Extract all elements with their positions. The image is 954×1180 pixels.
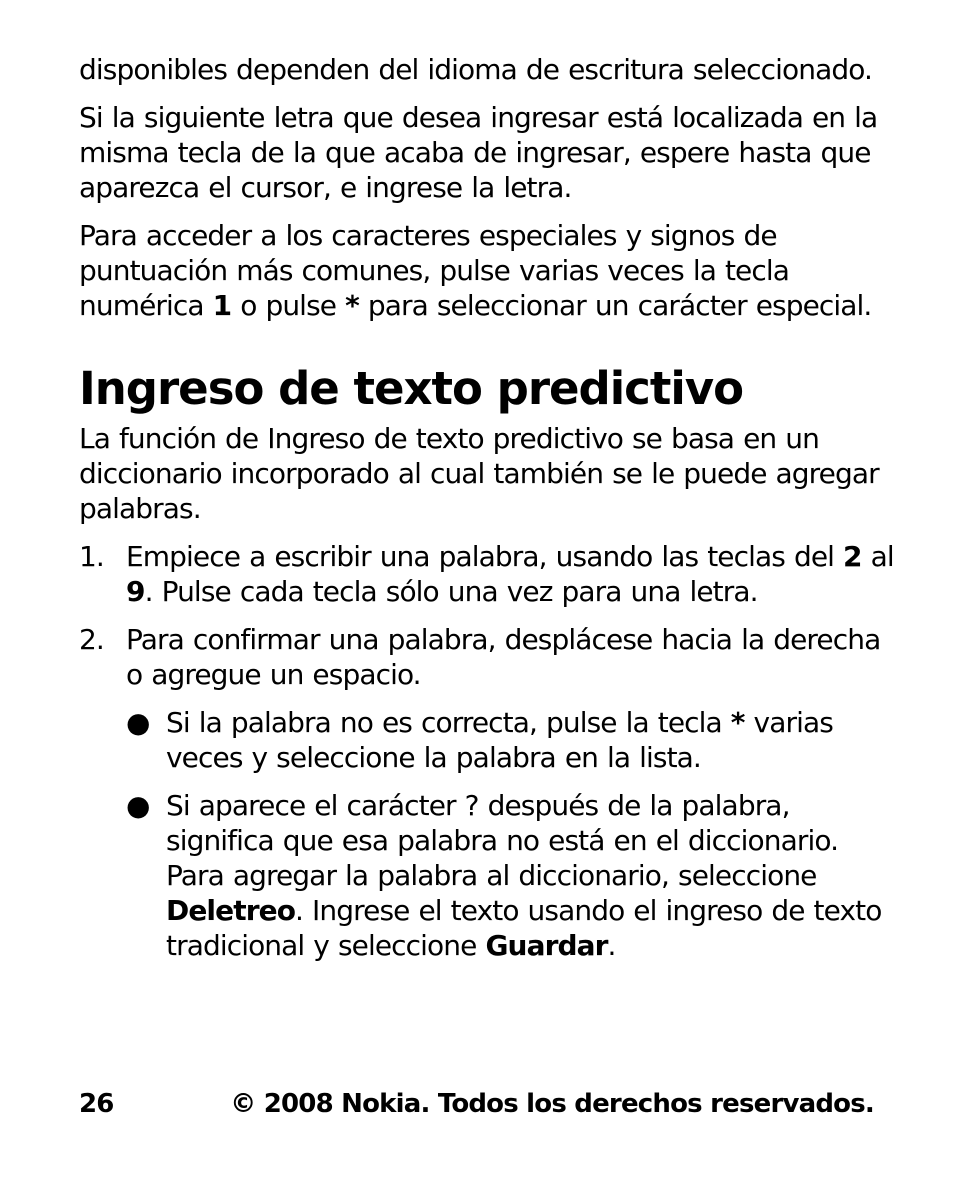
- text-run: Si aparece el carácter ? después de la palabra, significa que esa palabra no está en el diccionario. Para agregar la palabra al diccionario, seleccione: [166, 789, 839, 892]
- key-star-label: *: [345, 289, 359, 322]
- text-run: Si la palabra no es correcta, pulse la tecla: [166, 706, 731, 739]
- step-number: 1.: [79, 540, 104, 573]
- section-intro: La función de Ingreso de texto predictivo se basa en un diccionario incorporado al cual también se le puede agregar palabras.: [79, 422, 879, 525]
- section-heading: Ingreso de texto predictivo: [79, 362, 744, 415]
- paragraph-continued: disponibles dependen del idioma de escritura seleccionado.: [79, 53, 872, 86]
- key-2-label: 2: [843, 540, 862, 573]
- bullet-icon: ●: [126, 706, 150, 739]
- step-text: Para confirmar una palabra, desplácese hacia la derecha o agregue un espacio.: [126, 623, 881, 691]
- paragraph-special-characters: [79, 218, 899, 323]
- key-star-label: *: [730, 706, 745, 739]
- text-run: para seleccionar un carácter especial.: [358, 289, 872, 322]
- text-run: o pulse: [231, 289, 346, 322]
- copyright-notice: © 2008 Nokia. Todos los derechos reservados.: [230, 1089, 874, 1119]
- page-number: 26: [79, 1089, 114, 1119]
- text-run: . Pulse cada tecla sólo una vez para una letra.: [144, 575, 758, 608]
- text-run: varias veces y seleccione la palabra en la lista.: [166, 706, 833, 774]
- text-run: Para acceder a los caracteres especiales y signos de puntuación más comunes, pulse varias veces la tecla numérica: [79, 219, 789, 322]
- key-1-label: 1: [212, 289, 232, 322]
- bullet-item-incorrect-word: [79, 705, 899, 775]
- paragraph-same-key: Si la siguiente letra que desea ingresar está localizada en la misma tecla de la que acaba de ingresar, espere hasta que aparezca el cursor, e ingrese la letra.: [79, 101, 878, 204]
- numbered-step-2: [79, 622, 899, 692]
- guardar-option-label: Guardar: [485, 929, 608, 962]
- bullet-icon: ●: [126, 789, 150, 822]
- step-number: 2.: [79, 623, 104, 656]
- text-run: Empiece a escribir una palabra, usando las teclas del: [126, 540, 844, 573]
- key-9-label: 9: [126, 575, 145, 608]
- bullet-item-question-mark: [79, 788, 899, 963]
- deletreo-option-label: Deletreo: [166, 894, 296, 927]
- text-run: . Ingrese el texto usando el ingreso de texto tradicional y seleccione: [166, 894, 882, 962]
- page-content: [79, 52, 899, 976]
- numbered-step-1: [79, 539, 899, 609]
- text-run: al: [861, 540, 894, 573]
- text-run: .: [607, 929, 616, 962]
